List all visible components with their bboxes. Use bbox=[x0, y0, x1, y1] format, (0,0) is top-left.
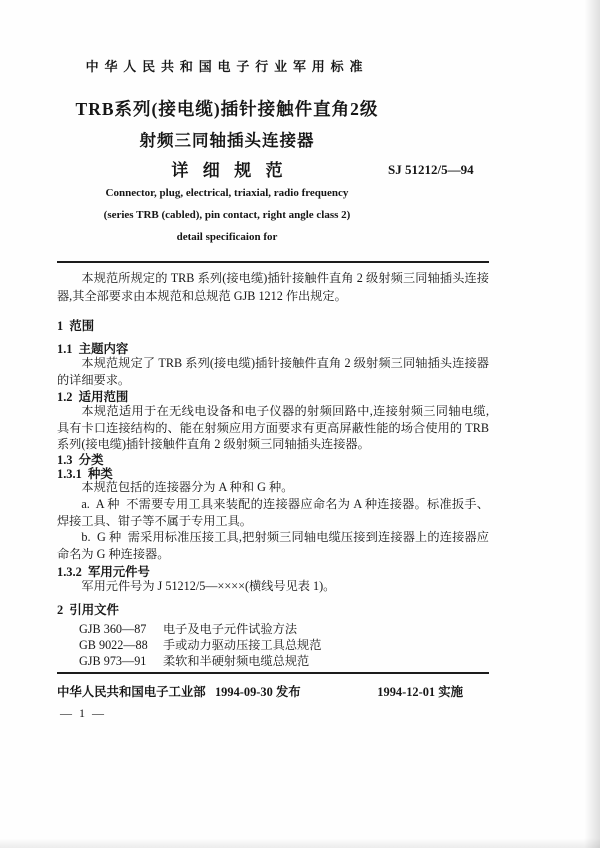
page-number: — 1 — bbox=[60, 706, 106, 720]
title-detail-spec: 详细规范 bbox=[171, 161, 298, 180]
title-zh-line2: 射频三同轴插头连接器 bbox=[139, 131, 315, 150]
preamble-paragraph: 本规范所规定的 TRB 系列(接电缆)插针接触件直角 2 级射频三同轴插头连接器,其全部要求由本规范和总规范 GJB 1212 作出规定。 bbox=[57, 271, 489, 303]
reference-row bbox=[57, 653, 489, 669]
section-1-2-heading: 1.2 适用范围 bbox=[57, 390, 129, 404]
section-1-3-2-body: 军用元件号为 J 51212/5—××××(横线号见表 1)。 bbox=[81, 579, 336, 593]
section-1-1-body: 本规范规定了 TRB 系列(接电缆)插针接触件直角 2 级射频三同轴插头连接器的详细要求。 bbox=[57, 356, 489, 387]
section-1-3-1-heading: 1.3.1 种类 bbox=[57, 467, 113, 481]
section-1-heading: 1 范围 bbox=[57, 319, 95, 333]
reference-row bbox=[57, 621, 489, 637]
top-horizontal-rule bbox=[57, 261, 489, 263]
section-1-3-2-heading: 1.3.2 军用元件号 bbox=[57, 565, 150, 579]
reference-row bbox=[57, 637, 489, 653]
list-item-a: a. A 种 不需要专用工具来装配的连接器应命名为 A 种连接器。标准扳手、焊接工具、钳子等不属于专用工具。 bbox=[57, 497, 489, 528]
reference-title: 手或动力驱动压接工具总规范 bbox=[163, 638, 322, 653]
title-zh-line1: TRB系列(接电缆)插针接触件直角2级 bbox=[75, 99, 379, 119]
reference-title: 电子及电子元件试验方法 bbox=[163, 622, 298, 636]
section-1-3-1-body: 本规范包括的连接器分为 A 种和 G 种。 bbox=[81, 480, 294, 494]
footer-issuer-and-date: 中华人民共和国电子工业部 1994-09-30 发布 bbox=[57, 685, 301, 699]
footer bbox=[57, 682, 489, 700]
reference-code: GJB 360—87 bbox=[79, 622, 147, 636]
reference-list bbox=[57, 621, 489, 670]
section-1-2-body: 本规范适用于在无线电设备和电子仪器的射频回路中,连接射频三同轴电缆,具有卡口连接结构的、能在射频应用方面要求有更高屏蔽性能的场合使用的 TRB 系列(接电缆)插针接触件直角 2 级射频三同轴插头连接器。 bbox=[57, 404, 493, 451]
bottom-horizontal-rule bbox=[57, 672, 489, 674]
reference-title: 柔软和半硬射频电缆总规范 bbox=[163, 654, 310, 669]
list-item-b: b. G 种 需采用标准压接工具,把射频三同轴电缆压接到连接器上的连接器应命名为 G 种连接器。 bbox=[57, 530, 489, 561]
title-en-line2: (series TRB (cabled), pin contact, right angle class 2) bbox=[103, 209, 351, 221]
section-1-1-heading: 1.1 主题内容 bbox=[57, 342, 129, 356]
footer-implement-date: 1994-12-01 实施 bbox=[377, 685, 463, 699]
title-en-line3: detail specificaion for bbox=[176, 231, 278, 243]
title-en-line1: Connector, plug, electrical, triaxial, radio frequency bbox=[105, 187, 349, 199]
standard-org-line: 中华人民共和国电子行业军用标准 bbox=[85, 59, 369, 74]
reference-code: GB 9022—88 bbox=[79, 638, 148, 653]
standard-number: SJ 51212/5—94 bbox=[388, 162, 474, 177]
section-1-3-heading: 1.3 分类 bbox=[57, 453, 104, 467]
reference-code: GJB 973—91 bbox=[79, 654, 147, 669]
section-2-heading: 2 引用文件 bbox=[57, 603, 119, 617]
